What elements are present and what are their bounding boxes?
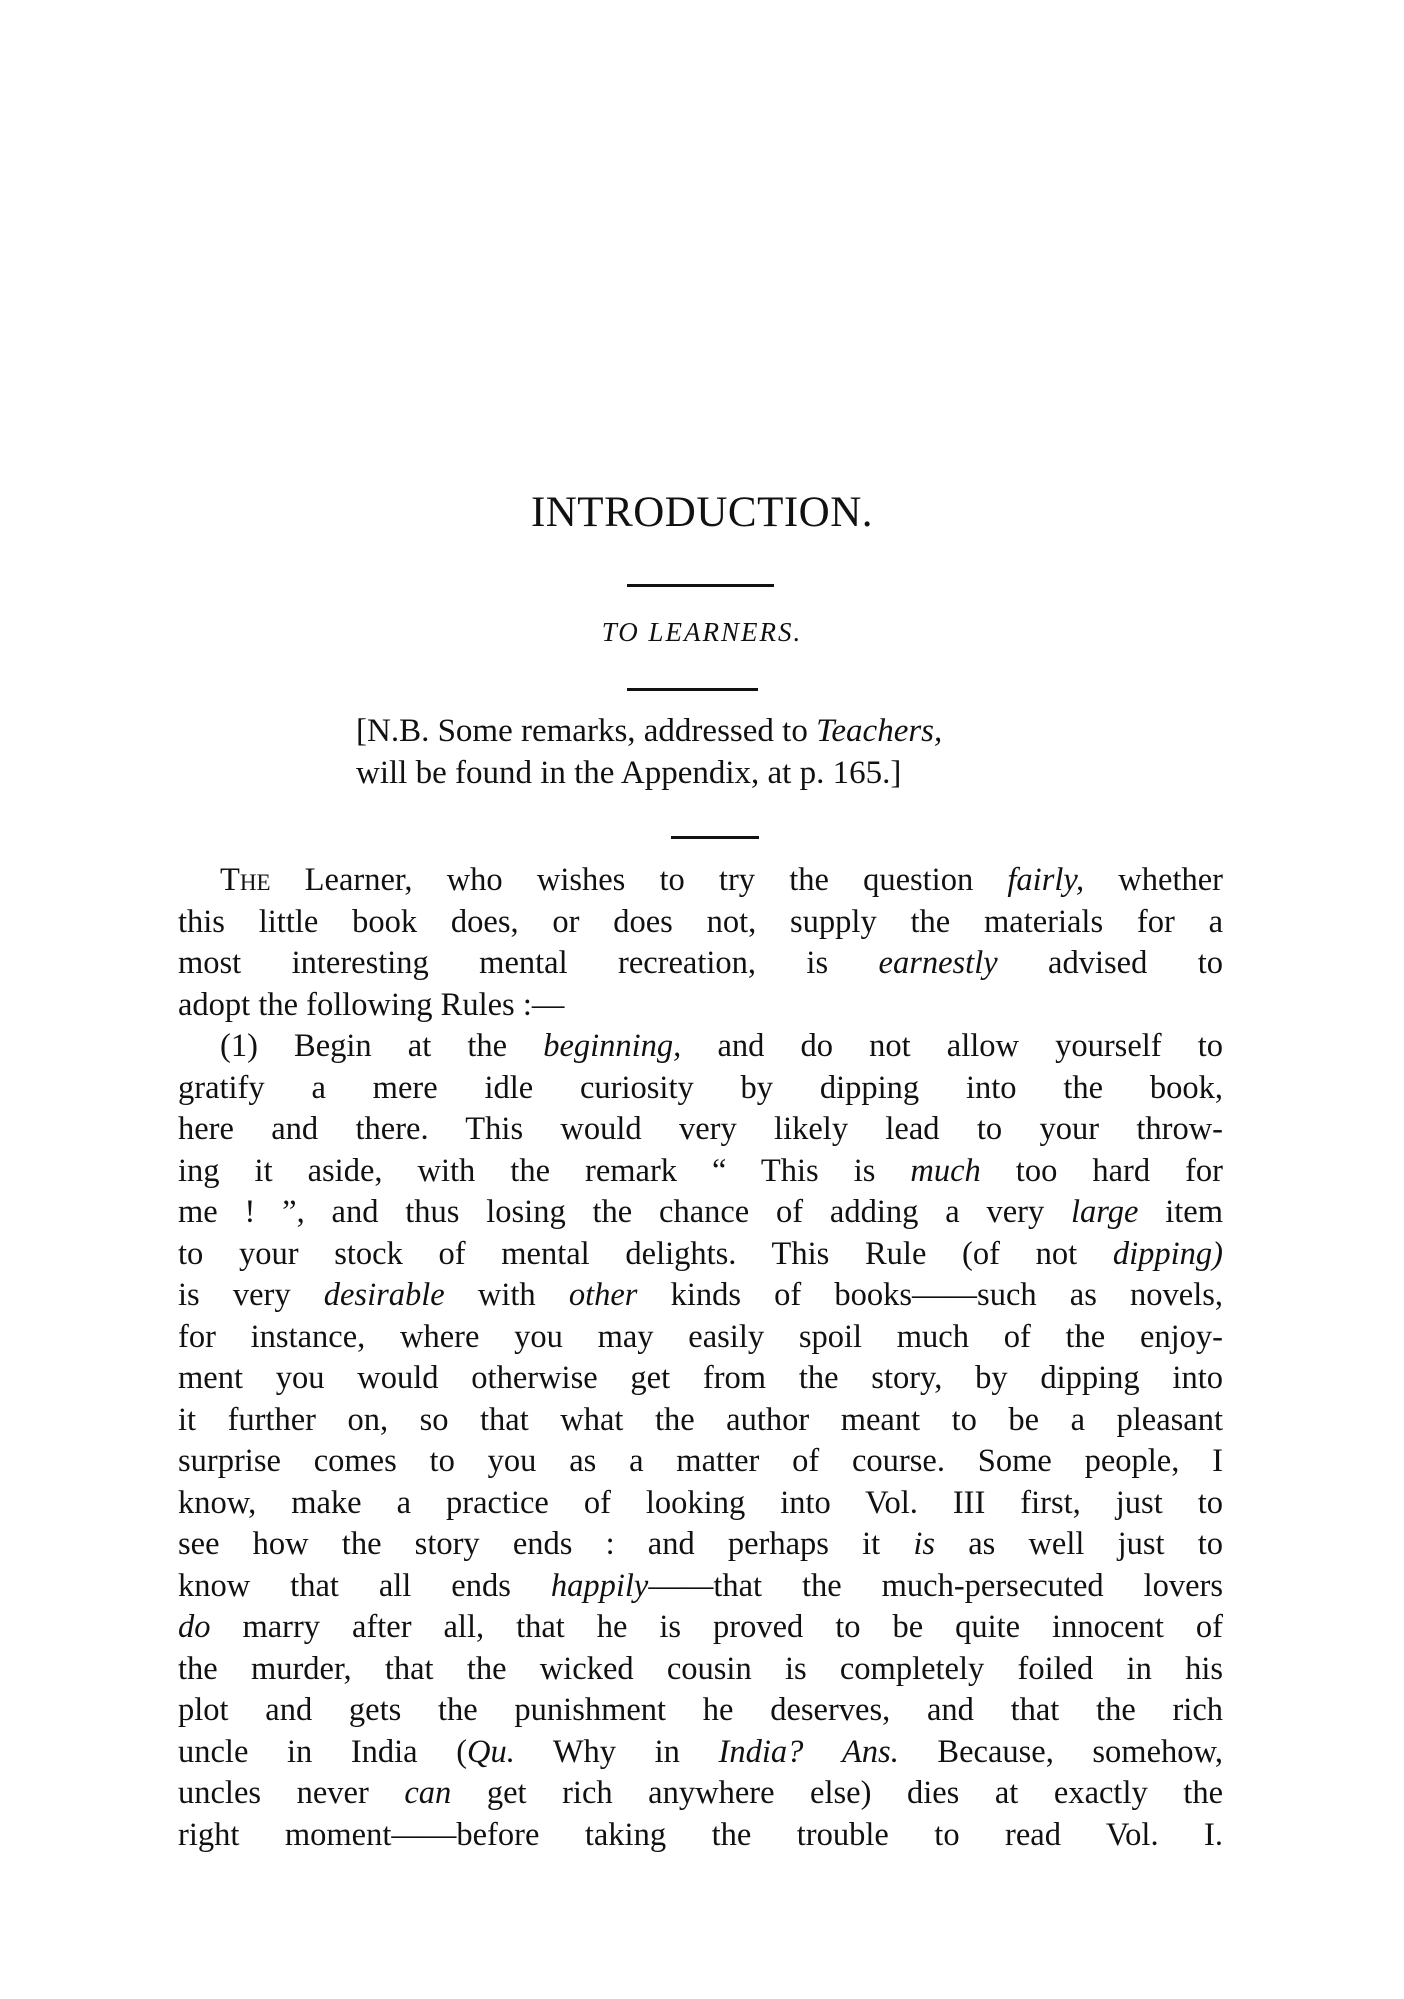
text-line: gratify a mere idle curiosity by dipping into the book, — [178, 1069, 1223, 1106]
text-line: plot and gets the punishment he deserves, and that the rich — [178, 1692, 1223, 1728]
text-line: The Learner, who wishes to try the question fairly, whether — [220, 862, 1223, 898]
text-line: for instance, where you may easily spoil much of the enjoy- — [178, 1318, 1223, 1355]
text-line: surprise comes to you as a matter of course. Some people, I — [178, 1443, 1223, 1479]
text-line: me ! ”, and thus losing the chance of adding a very large item — [178, 1194, 1223, 1230]
subtitle-divider — [627, 688, 758, 691]
section-subtitle: TO LEARNERS. — [601, 617, 803, 647]
note-line-2: will be found in the Appendix, at p. 165.] — [356, 755, 902, 791]
text-line: here and there. This would very likely lead to your throw- — [178, 1111, 1223, 1147]
text-line: uncles never can get rich anywhere else) dies at exactly the — [178, 1775, 1223, 1811]
text-line: to your stock of mental delights. This Rule (of not dipping) — [178, 1235, 1223, 1272]
text-line: ing it aside, with the remark “ This is much too hard for — [178, 1152, 1223, 1189]
text-line: ment you would otherwise get from the story, by dipping into — [178, 1360, 1223, 1396]
text-line: do marry after all, that he is proved to be quite innocent of — [178, 1609, 1223, 1645]
text-line: most interesting mental recreation, is earnestly advised to — [178, 945, 1223, 981]
page-title: INTRODUCTION. — [530, 489, 874, 536]
text-line: know, make a practice of looking into Vol. III first, just to — [178, 1484, 1223, 1521]
note-divider — [671, 836, 759, 839]
text-line: it further on, so that what the author meant to be a pleasant — [178, 1401, 1223, 1438]
text-line: (1) Begin at the beginning, and do not allow yourself to — [220, 1028, 1224, 1064]
text-line: is very desirable with other kinds of books——such as novels, — [178, 1277, 1223, 1313]
text-line: see how the story ends : and perhaps it is as well just to — [178, 1526, 1223, 1562]
text-line: the murder, that the wicked cousin is completely foiled in his — [178, 1650, 1223, 1687]
text-line: know that all ends happily——that the much-persecuted lovers — [178, 1567, 1224, 1604]
text-line: adopt the following Rules :— — [178, 986, 565, 1023]
title-divider — [627, 584, 774, 587]
body-paragraph — [178, 860, 1223, 1856]
text-line: uncle in India (Qu. Why in India? Ans. Because, somehow, — [178, 1733, 1223, 1770]
note-line-1: [N.B. Some remarks, addressed to Teachers, — [356, 713, 943, 749]
text-line: right moment——before taking the trouble to read Vol. I. — [178, 1816, 1223, 1853]
text-line: this little book does, or does not, supply the materials for a — [178, 903, 1223, 940]
editorial-note — [356, 710, 1226, 794]
